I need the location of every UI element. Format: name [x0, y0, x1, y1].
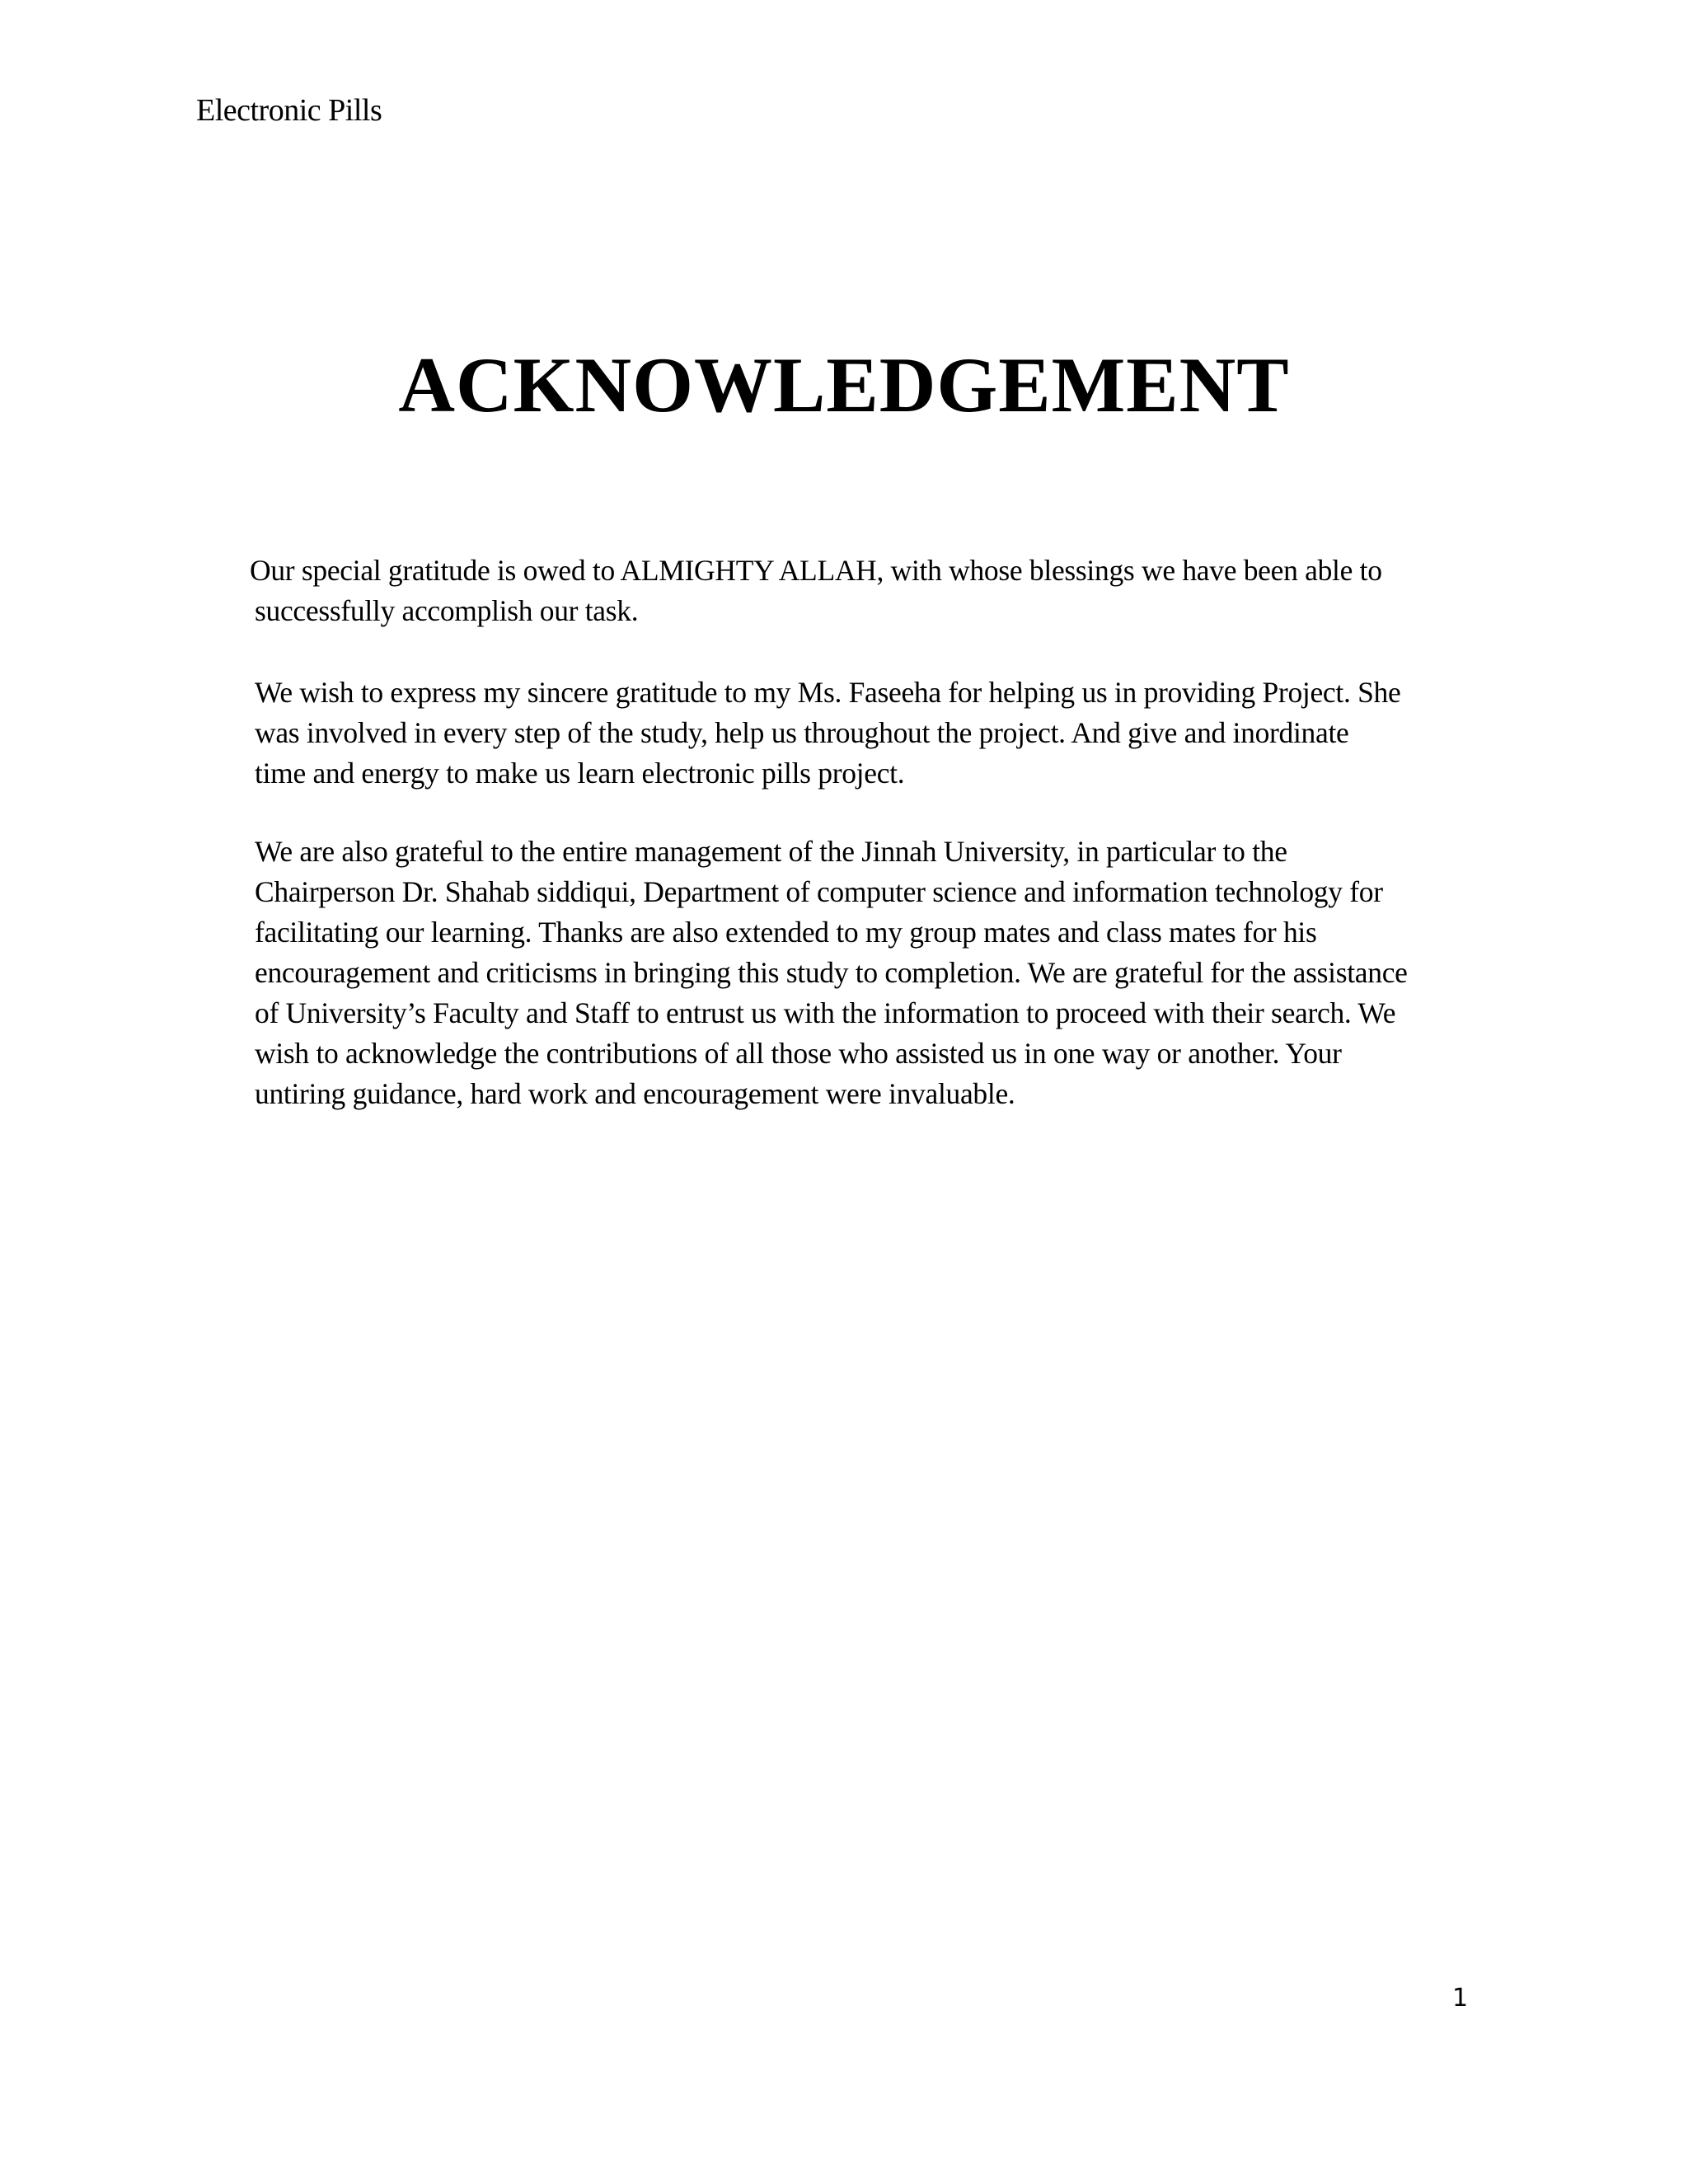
paragraph-line: facilitating our learning. Thanks are also extended to my group mates and class mates for his	[255, 916, 1317, 949]
paragraph-line: Chairperson Dr. Shahab siddiqui, Department of computer science and information technology for	[255, 875, 1383, 908]
paragraph-line: successfully accomplish our task.	[255, 594, 639, 627]
page-title: ACKNOWLEDGEMENT	[398, 341, 1290, 429]
paragraph-line: We are also grateful to the entire management of the Jinnah University, in particular to the	[255, 835, 1287, 868]
paragraph-gratitude-allah	[250, 551, 1491, 631]
paragraph-line: Our special gratitude is owed to ALMIGHTY ALLAH, with whose blessings we have been able to	[250, 554, 1382, 587]
paragraph-line: time and energy to make us learn electronic pills project.	[255, 757, 905, 790]
paragraph-line: We wish to express my sincere gratitude to my Ms. Faseeha for helping us in providing Project. She	[255, 676, 1401, 709]
paragraph-line: was involved in every step of the study, help us throughout the project. And give and inordinate	[255, 716, 1349, 749]
paragraph-line: encouragement and criticisms in bringing this study to completion. We are grateful for the assistance	[255, 956, 1408, 989]
paragraph-line: wish to acknowledge the contributions of all those who assisted us in one way or another. Your	[255, 1037, 1342, 1070]
paragraph-gratitude-supervisor	[255, 673, 1491, 794]
paragraph-line: of University’s Faculty and Staff to entrust us with the information to proceed with their search. We	[255, 996, 1396, 1029]
running-header: Electronic Pills	[196, 93, 382, 128]
paragraph-line: untiring guidance, hard work and encouragement were invaluable.	[255, 1077, 1015, 1110]
page-number: 1	[1452, 1984, 1469, 2013]
paragraph-gratitude-university	[255, 832, 1491, 1114]
